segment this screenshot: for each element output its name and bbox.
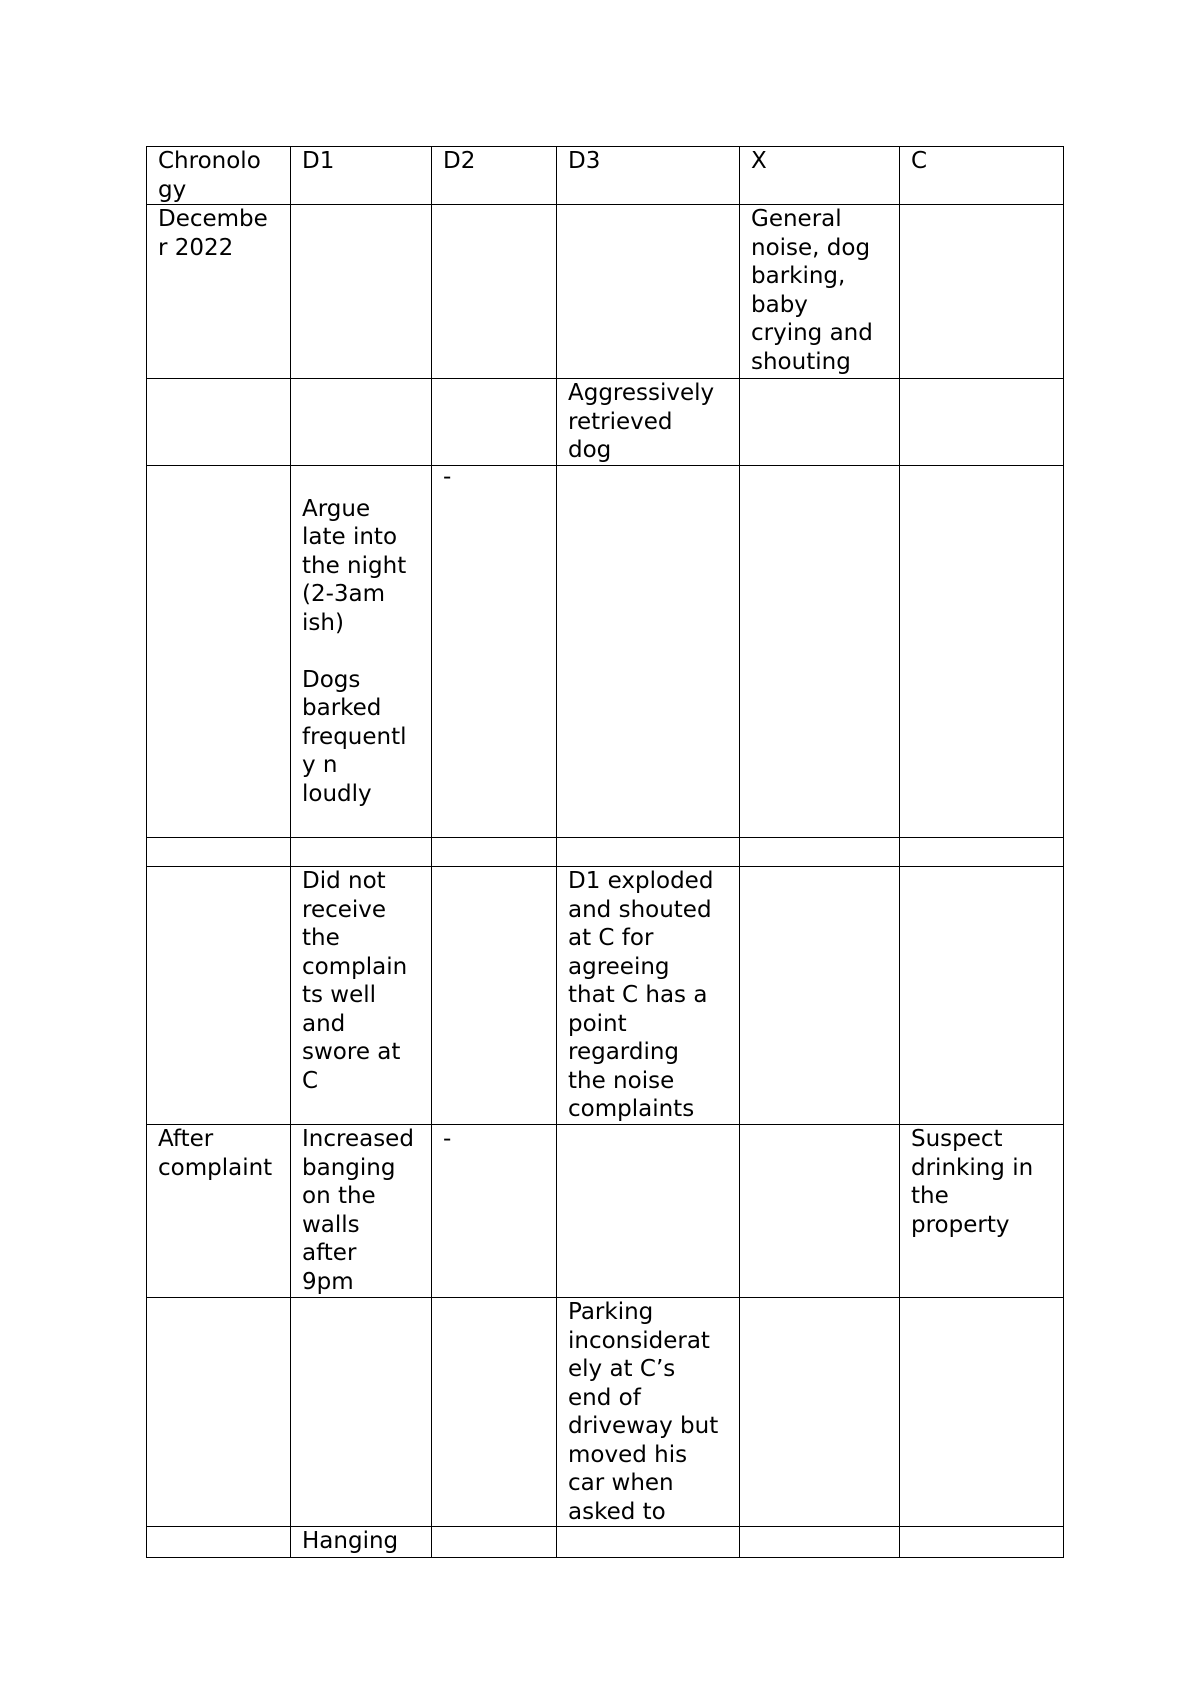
table-row	[147, 867, 1064, 1125]
cell-chronology	[147, 379, 291, 466]
cell-c	[900, 379, 1064, 466]
cell-c	[900, 1527, 1064, 1558]
cell-d2	[432, 1527, 557, 1558]
cell-d3	[557, 838, 740, 867]
cell-x	[740, 466, 900, 838]
header-d1: D1	[291, 147, 432, 205]
cell-c	[900, 466, 1064, 838]
cell-d1	[291, 1298, 432, 1527]
cell-chronology	[147, 867, 291, 1125]
cell-d3	[557, 466, 740, 838]
cell-d3	[557, 205, 740, 379]
cell-chronology: Decembe r 2022	[147, 205, 291, 379]
header-x: X	[740, 147, 900, 205]
table-row	[147, 1527, 1064, 1558]
cell-d2: -	[432, 466, 557, 838]
cell-d2	[432, 379, 557, 466]
table-row	[147, 838, 1064, 867]
cell-chronology	[147, 466, 291, 838]
cell-d1	[291, 205, 432, 379]
cell-d3	[557, 1527, 740, 1558]
cell-c: Suspect drinking in the property	[900, 1125, 1064, 1298]
header-d2: D2	[432, 147, 557, 205]
cell-x	[740, 1125, 900, 1298]
cell-d3: Parking inconsiderat ely at C’s end of driveway but moved his car when asked to	[557, 1298, 740, 1527]
cell-d2	[432, 1298, 557, 1527]
cell-chronology	[147, 1527, 291, 1558]
cell-c	[900, 1298, 1064, 1527]
cell-x: General noise, dog barking, baby crying and shouting	[740, 205, 900, 379]
cell-x	[740, 1527, 900, 1558]
header-chronology: Chronolo gy	[147, 147, 291, 205]
header-d3: D3	[557, 147, 740, 205]
cell-d2	[432, 205, 557, 379]
cell-c	[900, 867, 1064, 1125]
header-c: C	[900, 147, 1064, 205]
table-header-row	[147, 147, 1064, 205]
cell-c	[900, 838, 1064, 867]
cell-d1: Hanging	[291, 1527, 432, 1558]
cell-d3: D1 exploded and shouted at C for agreeing that C has a point regarding the noise complaints	[557, 867, 740, 1125]
cell-chronology	[147, 838, 291, 867]
table-row	[147, 205, 1064, 379]
cell-x	[740, 379, 900, 466]
table-row	[147, 1298, 1064, 1527]
table-row	[147, 379, 1064, 466]
cell-d2	[432, 867, 557, 1125]
cell-chronology: After complaint	[147, 1125, 291, 1298]
cell-d3	[557, 1125, 740, 1298]
cell-d3: Aggressively retrieved dog	[557, 379, 740, 466]
cell-d1: Argue late into the night (2-3am ish) Dogs barked frequentl y n loudly	[291, 466, 432, 838]
cell-d1: Increased banging on the walls after 9pm	[291, 1125, 432, 1298]
cell-x	[740, 1298, 900, 1527]
table-row	[147, 1125, 1064, 1298]
cell-c	[900, 205, 1064, 379]
cell-x	[740, 838, 900, 867]
cell-d2	[432, 838, 557, 867]
cell-d2: -	[432, 1125, 557, 1298]
cell-x	[740, 867, 900, 1125]
cell-d1	[291, 379, 432, 466]
cell-d1: Did not receive the complain ts well and swore at C	[291, 867, 432, 1125]
cell-chronology	[147, 1298, 291, 1527]
table-row	[147, 466, 1064, 838]
chronology-table	[146, 146, 1064, 1558]
cell-d1	[291, 838, 432, 867]
